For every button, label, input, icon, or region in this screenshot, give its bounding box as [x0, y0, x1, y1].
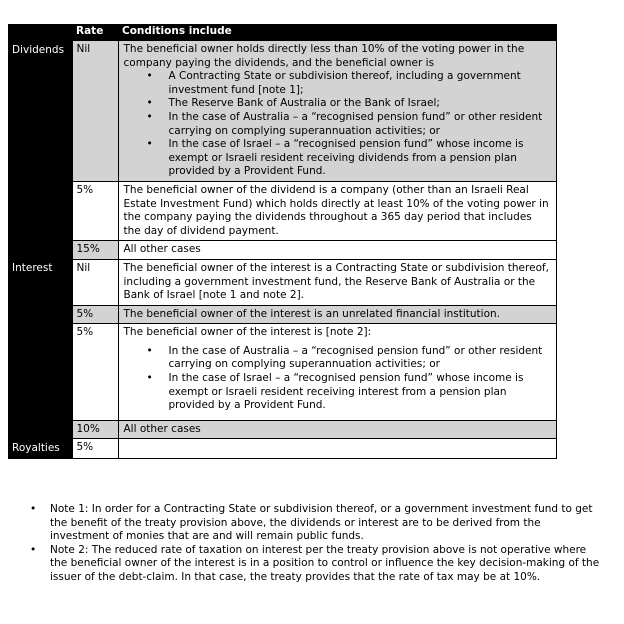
condition-cell: All other cases: [118, 241, 557, 260]
rate-cell: 5%: [72, 181, 118, 240]
condition-cell: All other cases: [118, 420, 557, 439]
table-row: [8, 305, 557, 324]
list-item: • The Reserve Bank of Australia or the Bank of Israel;: [169, 97, 552, 111]
note-item: • Note 2: The reduced rate of taxation on interest per the treaty provision above is not operative where the beneficial owner of the interest is in a position to control or influence the key decision-making of the issuer of the debt-claim. In that case, the treaty provides that the rate of tax may be at 10%.: [50, 544, 600, 585]
condition-intro: The beneficial owner holds directly less than 10% of the voting power in the company paying the dividends, and the beneficial owner is: [123, 43, 525, 69]
header-rate: Rate: [72, 24, 118, 41]
header-label-cell: [8, 24, 72, 41]
condition-cell: [118, 324, 557, 421]
rate-cell: 15%: [72, 241, 118, 260]
table-row: [8, 324, 557, 421]
condition-intro: The beneficial owner of the interest is [note 2]:: [123, 326, 372, 339]
rate-cell: 5%: [72, 305, 118, 324]
tax-rates-table: [8, 24, 557, 459]
list-item: • A Contracting State or subdivision thereof, including a government investment fund [note 1];: [169, 70, 552, 97]
list-item: • In the case of Israel – a “recognised pension fund” whose income is exempt or Israeli resident receiving dividends from a pension plan provided by a Provident Fund.: [169, 138, 552, 179]
table-row: [8, 259, 557, 305]
list-item: • In the case of Australia – a “recognised pension fund” or other resident carrying on complying superannuation activities; or: [169, 345, 552, 372]
table-row: [8, 241, 557, 260]
rate-cell: 10%: [72, 420, 118, 439]
table-row: [8, 181, 557, 240]
rate-cell: Nil: [72, 259, 118, 305]
notes-list: [30, 503, 600, 585]
condition-cell: [118, 41, 557, 182]
condition-cell: The beneficial owner of the dividend is a company (other than an Israeli Real Estate Investment Fund) which holds directly at least 10% of the voting power in the company paying the dividends throughout a 365 day period that includes the day of dividend payment.: [118, 181, 557, 240]
rate-cell: 5%: [72, 324, 118, 421]
table-row: [8, 41, 557, 182]
list-item: • In the case of Australia – a “recognised pension fund” or other resident carrying on complying superannuation activities; or: [169, 111, 552, 138]
condition-bullets: [124, 70, 552, 179]
condition-cell: [118, 439, 557, 459]
table-header-row: [8, 24, 557, 41]
interest-label: Interest: [8, 259, 72, 439]
condition-cell: The beneficial owner of the interest is an unrelated financial institution.: [118, 305, 557, 324]
table-row: [8, 439, 557, 459]
notes-section: [30, 503, 600, 585]
header-conditions: Conditions include: [118, 24, 557, 41]
condition-bullets: [124, 345, 552, 413]
condition-cell: The beneficial owner of the interest is a Contracting State or subdivision thereof, including a government investment fund, the Reserve Bank of Australia or the Bank of Israel [note 1 and note 2].: [118, 259, 557, 305]
rate-cell: Nil: [72, 41, 118, 182]
list-item: • In the case of Israel – a “recognised pension fund” whose income is exempt or Israeli resident receiving interest from a pension plan provided by a Provident Fund.: [169, 372, 552, 413]
royalties-label: Royalties: [8, 439, 72, 459]
table-row: [8, 420, 557, 439]
dividends-label: Dividends: [8, 41, 72, 260]
note-item: • Note 1: In order for a Contracting State or subdivision thereof, or a government investment fund to get the benefit of the treaty provision above, the dividends or interest are to be derived from the investment of monies that are and will remain public funds.: [50, 503, 600, 544]
rate-cell: 5%: [72, 439, 118, 459]
